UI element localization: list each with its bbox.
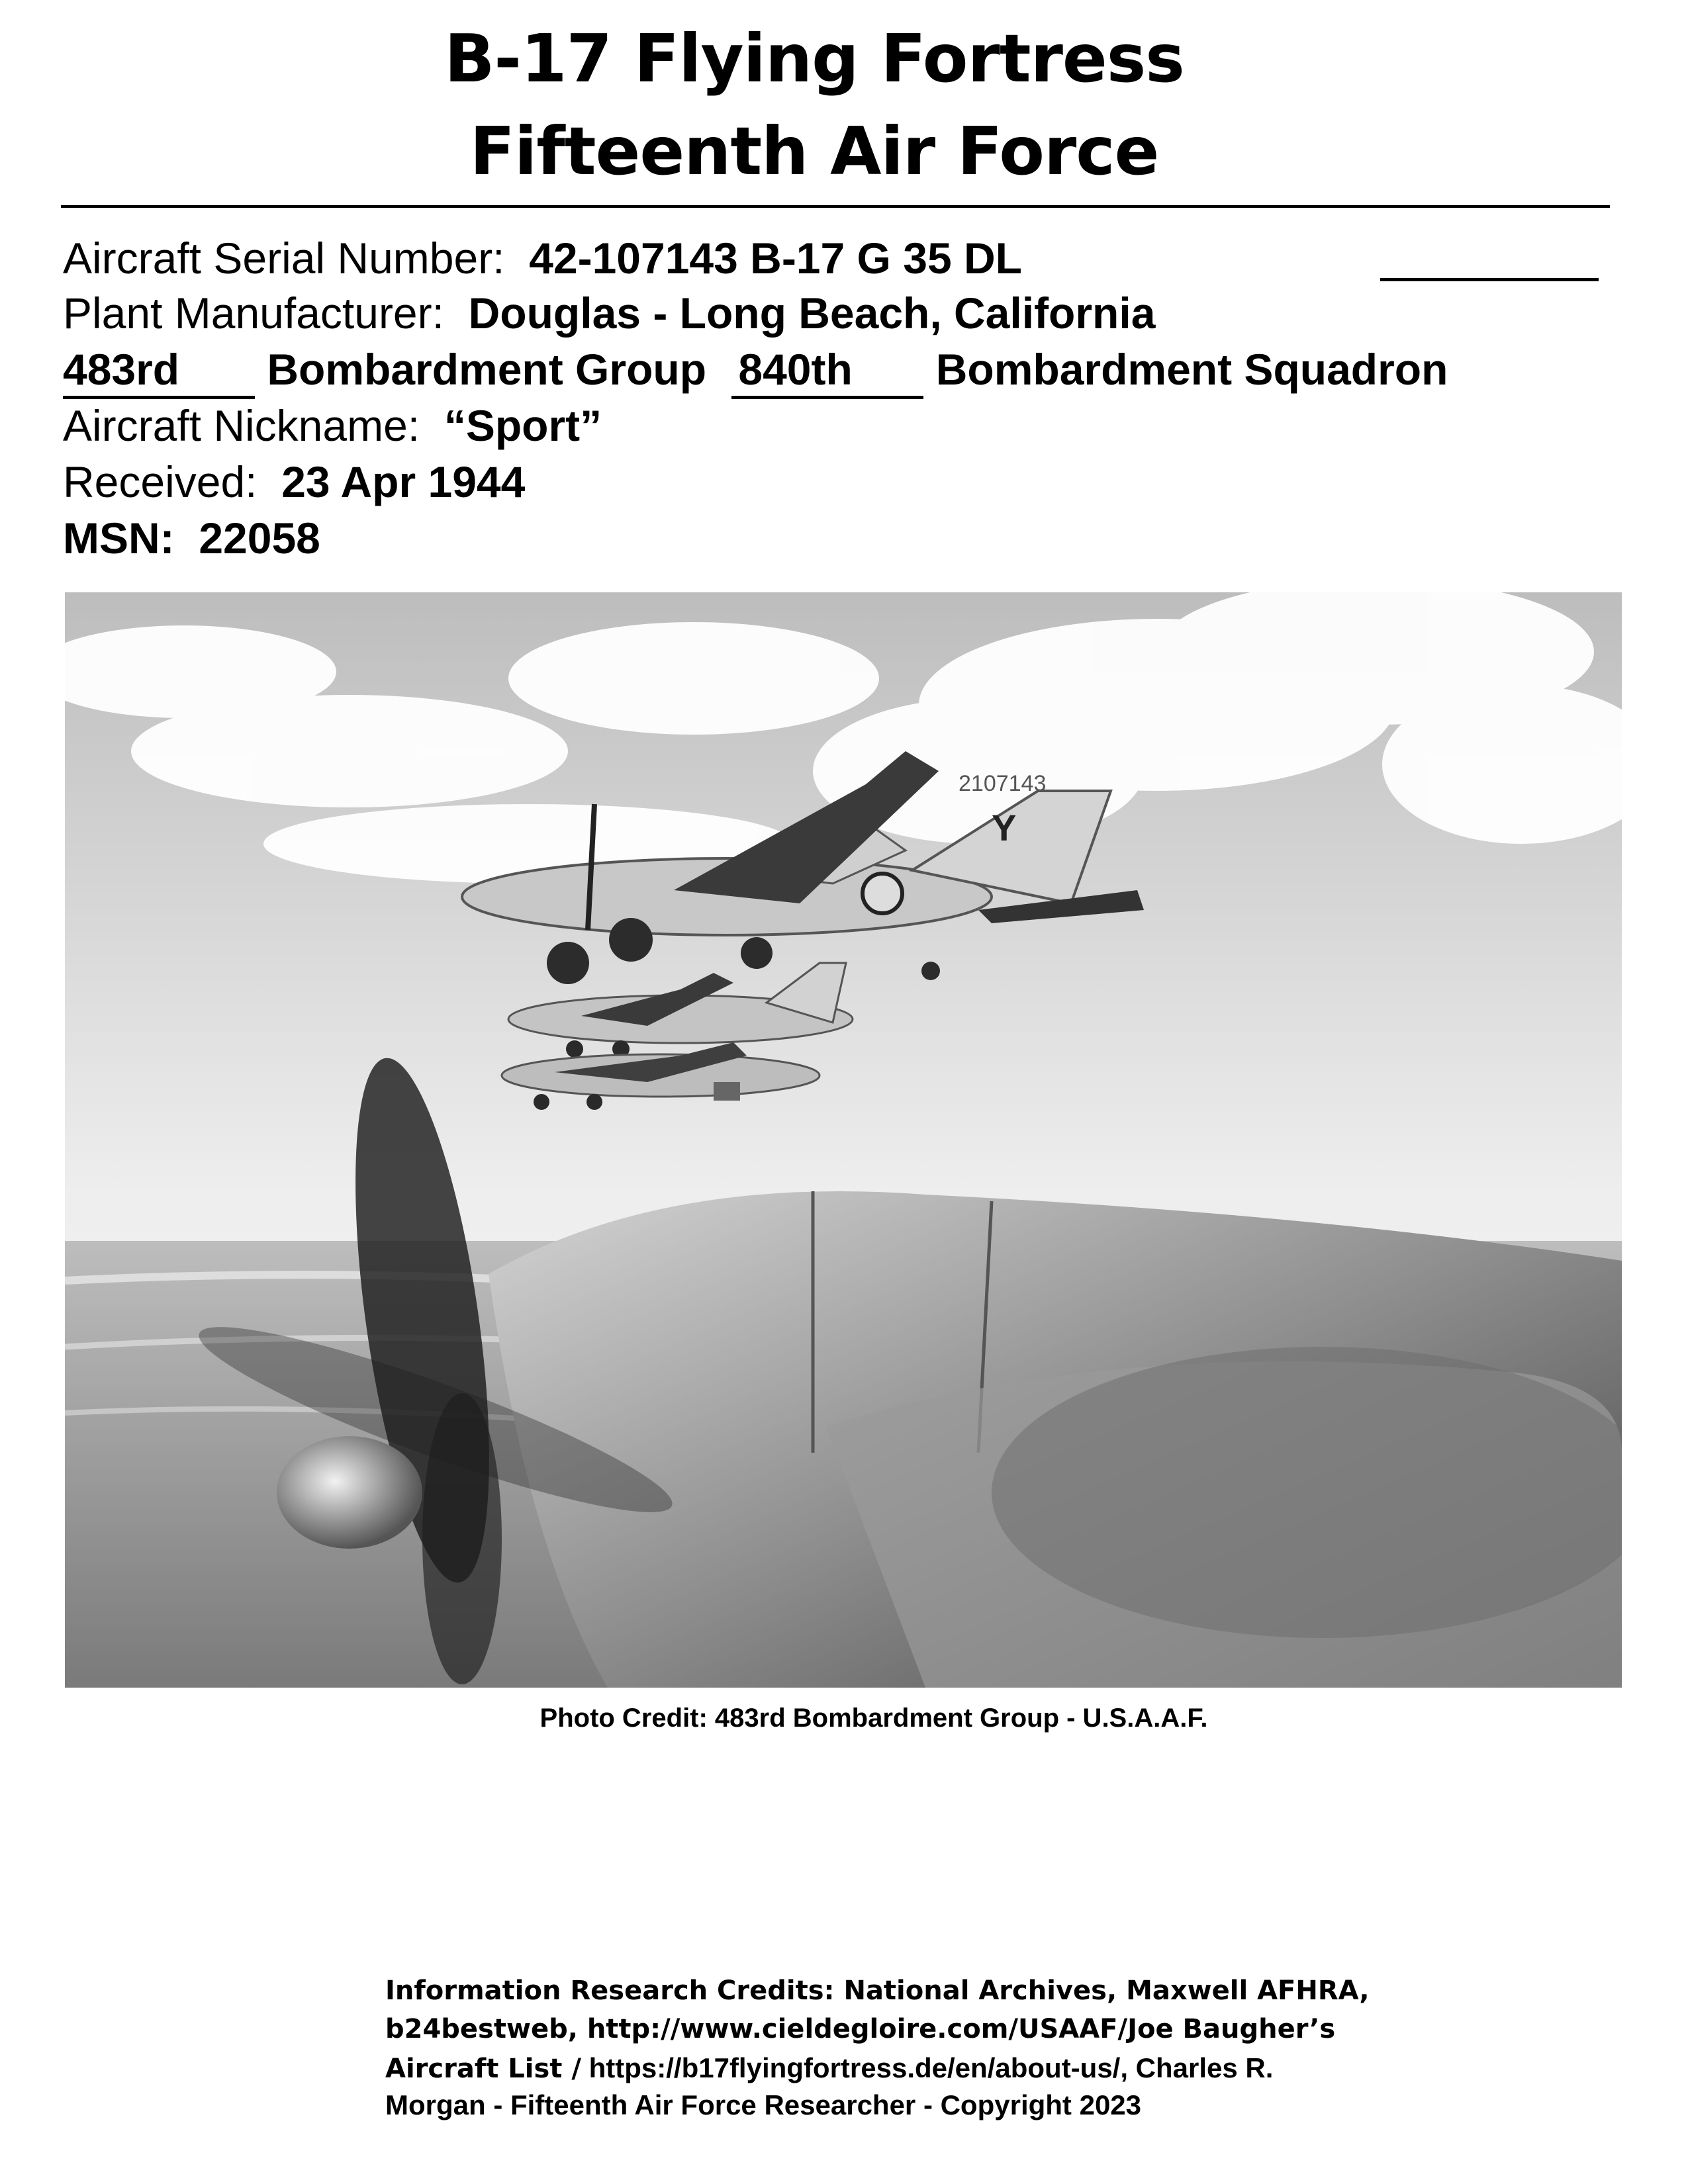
propeller-spinner — [277, 1436, 422, 1549]
group-row — [63, 344, 1448, 399]
credits-line-4: Morgan - Fifteenth Air Force Researcher - Copyright 2023 — [385, 2089, 1142, 2120]
plant-row — [63, 288, 1155, 338]
nickname-row — [63, 400, 602, 451]
serial-label: Aircraft Serial Number: — [63, 234, 505, 283]
b17-formation-photo — [65, 592, 1622, 1688]
plant-value: Douglas - Long Beach, California — [468, 289, 1156, 338]
msn-label: MSN: — [63, 514, 175, 563]
serial-blank-line — [1380, 278, 1599, 281]
credits-line-3-start: Aircraft List / — [385, 2054, 581, 2084]
msn-value: 22058 — [199, 514, 320, 563]
nickname-label: Aircraft Nickname: — [63, 401, 420, 450]
title-divider — [61, 205, 1610, 208]
received-value: 23 Apr 1944 — [281, 457, 526, 506]
tail-serial: 2107143 — [959, 771, 1047, 796]
squadron-value: 840th — [731, 344, 923, 399]
serial-row — [63, 233, 1022, 283]
credits-line-1: Information Research Credits: National Archives, Maxwell AFHRA, — [385, 1976, 1370, 2006]
received-label: Received: — [63, 457, 258, 506]
credits-line-3 — [385, 2052, 1273, 2084]
credits-line-3-url: https://b17flyingfortress.de/en/about-us/, Charles R. — [581, 2052, 1274, 2083]
photo-credit: Photo Credit: 483rd Bombardment Group - U.S.A.A.F. — [539, 1704, 1208, 1733]
group-label: Bombardment Group — [267, 345, 707, 394]
page-title: B-17 Flying Fortress — [444, 20, 1184, 97]
tail-letter: Y — [992, 807, 1017, 848]
msn-row — [63, 513, 320, 563]
received-row — [63, 457, 525, 507]
squadron-label: Bombardment Squadron — [935, 345, 1448, 394]
page-subtitle: Fifteenth Air Force — [469, 113, 1159, 190]
credits-line-2: b24bestweb, http://www.cieldegloire.com/USAAF/Joe Baugher’s — [385, 2014, 1336, 2044]
plant-label: Plant Manufacturer: — [63, 289, 444, 338]
serial-value: 42-107143 B-17 G 35 DL — [529, 234, 1022, 283]
nickname-value: “Sport” — [444, 401, 602, 450]
group-value: 483rd — [63, 344, 255, 399]
